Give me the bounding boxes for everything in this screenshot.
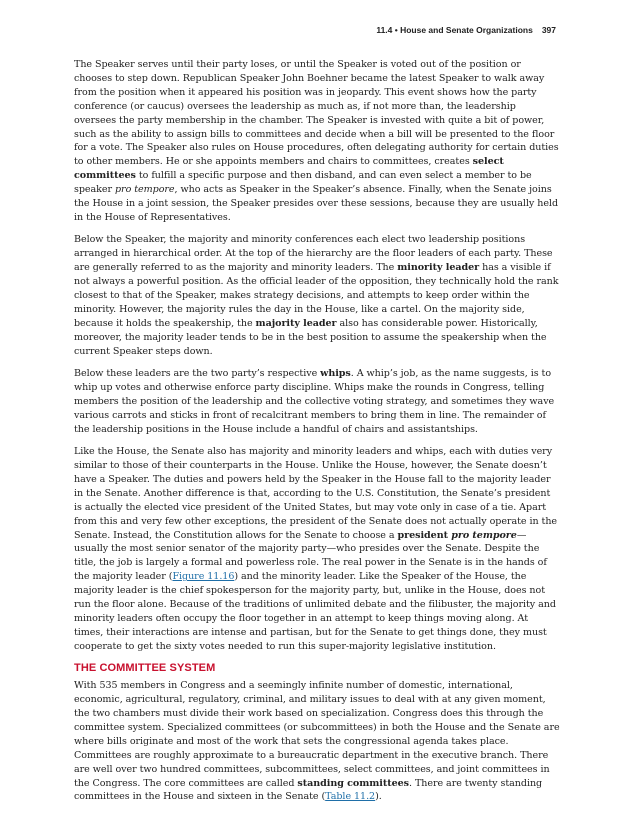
text-run: —usually the most senior senator of the majority party—who presides over the Senate. Despite the title, the job is largely a formal and powerless role. The real power in the Senate is in the hands of the majority leader ( (74, 529, 547, 583)
paragraph-committee-system (74, 679, 560, 804)
text-run: ) and the minority leader. Like the Speaker of the House, the majority leader is the chief spokesperson for the majority party, but, unlike in the House, does not run the floor alone. Because of the traditions of unlimited debate and the filibuster, the majority and minority leaders often occupy the floor together in an attempt to keep things moving along. At times, their interactions are intense and partisan, but for the Senate to get things done, they must cooperate to get the sixty votes needed to run this super-majority legislative institution. (74, 571, 556, 652)
text-run: to fulfill a specific purpose and then disband, and can even select a member to be speaker (74, 170, 532, 196)
section-title: 11.4 • House and Senate Organizations (376, 25, 533, 35)
key-term-majority-leader: majority leader (255, 317, 337, 329)
text-run: Below the Speaker, the majority and minority conferences each elect two leadership positions arranged in hierarchical order. At the top of the hierarchy are the floor leaders of each party. These are generally referred to as the majority and minority leaders. The (74, 234, 553, 274)
paragraph-leaders (74, 233, 560, 358)
text-run: . A whip’s job, as the name suggests, is to whip up votes and otherwise enforce party discipline. Whips make the rounds in Congress, telling members the position of the leadership and the collective voting strategy, and sometimes they wave various carrots and sticks in front of recalcitrant members to bring them in line. The remainder of the leadership positions in the House include a handful of chairs and assistantships. (74, 368, 555, 435)
text-run: has a visible if not always a powerful position. As the official leader of the opposition, they technically hold the rank closest to that of the Speaker, makes strategy decisions, and attempts to keep order within the minority. However, the majority rules the day in the House, like a cartel. On the majority side, because it holds the speakership, the (74, 262, 559, 329)
figure-link[interactable]: Figure 11.16 (172, 571, 235, 583)
key-term-minority-leader: minority leader (397, 262, 480, 274)
key-term-select-committees: select committees (74, 156, 504, 182)
term-pro-tempore: pro tempore (115, 184, 175, 196)
text-run: , who acts as Speaker in the Speaker’s absence. Finally, when the Senate joins the House in a joint session, the Speaker presides over these sessions, because they are usually held in the House of Representatives. (74, 184, 559, 223)
text-run: also has considerable power. Historically, moreover, the majority leader tends to be in the best position to assume the speakership when the current Speaker steps down. (74, 317, 547, 357)
text-run: ). (375, 791, 382, 803)
text-run: The Speaker serves until their party loses, or until the Speaker is voted out of the position or chooses to step down. Republican Speaker John Boehner became the latest Speaker to walk away from the position when it appeared his position was in jeopardy. This event shows how the party conference (or caucus) oversees the leadership as much as, if not more than, the leadership oversees the party membership in the chamber. The Speaker is invested with quite a bit of power, such as the ability to assign bills to committees and decide when a bill will be presented to the floor for a vote. The Speaker also rules on House procedures, often delegating authority for certain duties to other members. He or she appoints members and chairs to committees, creates (74, 59, 559, 168)
key-term-part-italic: pro tempore (451, 529, 517, 541)
key-term-part: president (397, 529, 452, 541)
text-run: With 535 members in Congress and a seemingly infinite number of domestic, international, economic, agricultural, regulatory, criminal, and military issues to deal with at any given moment, the two chambers must divide their work based on specialization. Congress does this through the committee system. Specialized committees (or subcommittees) in both the House and the Senate are where bills originate and most of the work that sets the congressional agenda takes place. Committees are roughly approximate to a bureaucratic department in the executive branch. There are well over two hundred committees, subcommittees, select committees, and joint committees in the Congress. The core committees are called (74, 680, 560, 789)
running-head (376, 25, 556, 35)
text-run: Below these leaders are the two party’s respective (74, 368, 321, 380)
key-term-standing-committees: standing committees (297, 777, 409, 789)
paragraph-whips (74, 367, 560, 437)
key-term-whips: whips (320, 368, 351, 380)
table-link[interactable]: Table 11.2 (325, 791, 376, 803)
paragraph-senate (74, 445, 560, 654)
main-content (74, 58, 560, 813)
text-run: Like the House, the Senate also has majority and minority leaders and whips, each with duties very similar to those of their counterparts in the House. Unlike the House, however, the Senate doesn’t have a Speaker. The duties and powers held by the Speaker in the House fall to the majority leader in the Senate. Another difference is that, according to the U.S. Constitution, the Senate’s president is actually the elected vice president of the United States, but may vote only in case of a tie. Apart from this and very few other exceptions, the president of the Senate does not actually operate in the Senate. Instead, the Constitution allows for the Senate to choose a (74, 446, 558, 541)
paragraph-speaker (74, 58, 560, 225)
section-heading: THE COMMITTEE SYSTEM (74, 662, 216, 675)
page-number: 397 (541, 25, 556, 35)
key-term-president-pro-tempore (398, 530, 517, 541)
text-run: . There are twenty standing committees in the House and sixteen in the Senate ( (74, 777, 543, 803)
